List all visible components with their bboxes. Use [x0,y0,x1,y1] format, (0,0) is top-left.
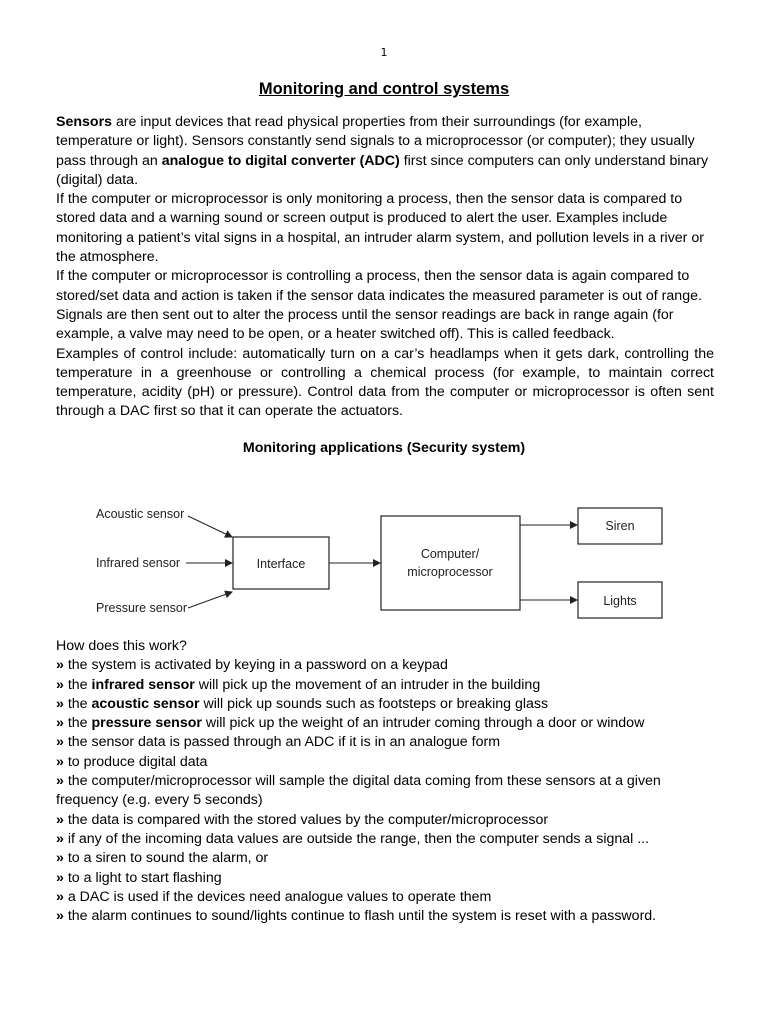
infrared-sensor-label: Infrared sensor [96,556,181,570]
list-item-text: the [63,715,92,732]
list-item [56,830,716,849]
list-item-text: the computer/microprocessor will sample the digital data coming from these sensors at a given frequency (e.g. every 5 seconds) [56,773,661,809]
adc-term: analogue to digital converter (ADC) [161,152,400,169]
section-heading: Monitoring applications (Security system) [242,440,526,456]
pressure-sensor-label: Pressure sensor [96,601,188,615]
bullet-marker: » [56,869,64,886]
list-item-text: to a light to start flashing [63,869,222,886]
list-item-text: the [63,676,92,693]
sensors-term: Sensors [56,114,112,130]
list-item-text: if any of the incoming data values are outside the range, then the computer sends a signal ... [63,830,650,847]
security-system-diagram [90,492,670,626]
title-text: Monitoring and control systems [258,80,510,98]
bullet-marker: » [56,734,64,751]
list-item-term: pressure sensor [91,715,202,732]
paragraph-monitoring: If the computer or microprocessor is only monitoring a process, then the sensor data is compared to stored data and a warning sound or screen output is produced to alert the user. Examples include monitoring a patient’s vital signs in a hospital, an intruder alarm system, and pollution levels in a river or the atmosphere. [56,191,704,266]
how-it-works-list [56,637,716,926]
page-number: 1 [380,46,388,59]
page-title [0,80,768,99]
list-item-text: the system is activated by keying in a password on a keypad [63,657,448,674]
list-item [56,733,716,752]
intro-text [56,113,714,422]
list-item-text: the [63,695,92,712]
paragraph-sensors [56,113,714,190]
bullet-marker: » [56,888,64,905]
acoustic-arrow [188,516,232,537]
paragraph-controlling: If the computer or microprocessor is controlling a process, then the sensor data is again compared to stored/set data and action is taken if the sensor data indicates the measured parameter is out of range. Signals are then sent out to alter the process until the sensor readings are back in range again (for example, a valve may need to be open, or a heater switched off). This is called feedback. [56,268,702,343]
list-item [56,907,716,926]
bullet-marker: » [56,657,64,674]
sensors-text-1: are input devices that read physical properties from their surroundings (for example, temperature or light). Sensors constantly send signals to a microprocessor (or computer); they usually pass through an [56,114,695,169]
list-item-text: to a siren to sound the alarm, or [63,850,269,867]
list-item [56,869,716,888]
sensors-text-2: first since computers can only understand binary (digital) data. [56,152,709,188]
list-item [56,695,716,714]
bullet-marker: » [56,811,64,828]
list-item-text: the alarm continues to sound/lights continue to flash until the system is reset with a password. [63,908,657,925]
list-item-text: will pick up sounds such as footsteps or breaking glass [199,695,549,712]
bullet-marker: » [56,753,64,770]
bullet-marker: » [56,908,64,925]
computer-box [381,516,520,610]
list-item-text: to produce digital data [63,753,208,770]
list-item-text: will pick up the weight of an intruder coming through a door or window [201,715,645,732]
list-item-text: a DAC is used if the devices need analogue values to operate them [63,888,492,905]
lights-label: Lights [603,594,637,608]
computer-label-line1: Computer/ [420,547,480,561]
list-item-text: the data is compared with the stored values by the computer/microprocessor [63,811,549,828]
siren-label: Siren [605,519,635,533]
computer-label-line2: microprocessor [407,565,493,579]
list-item-term: acoustic sensor [91,695,200,712]
list-item-term: infrared sensor [91,676,195,693]
bullet-marker: » [56,773,64,790]
list-item [56,714,716,733]
interface-label: Interface [256,557,306,571]
bullet-marker: » [56,695,64,712]
bullet-marker: » [56,830,64,847]
list-item-text: the sensor data is passed through an ADC if it is in an analogue form [63,734,501,751]
list-item-text: will pick up the movement of an intruder in the building [194,676,541,693]
list-item [56,753,716,772]
list-item [56,656,716,675]
bullet-marker: » [56,676,64,693]
pressure-arrow [188,592,232,608]
list-item [56,676,716,695]
how-heading: How does this work? [56,638,187,654]
list-item [56,811,716,830]
acoustic-sensor-label: Acoustic sensor [96,507,185,521]
list-item [56,772,716,811]
list-item [56,849,716,868]
bullet-marker: » [56,850,64,867]
list-item [56,888,716,907]
paragraph-control-examples: Examples of control include: automatically turn on a car’s headlamps when it gets dark, controlling the temperature in a greenhouse or controlling a chemical process (for example, to maintain correct temperature, acidity (pH) or pressure). Control data from the computer or microprocessor is often sent through a DAC first so that it can operate the actuators. [56,345,714,420]
bullet-marker: » [56,715,64,732]
